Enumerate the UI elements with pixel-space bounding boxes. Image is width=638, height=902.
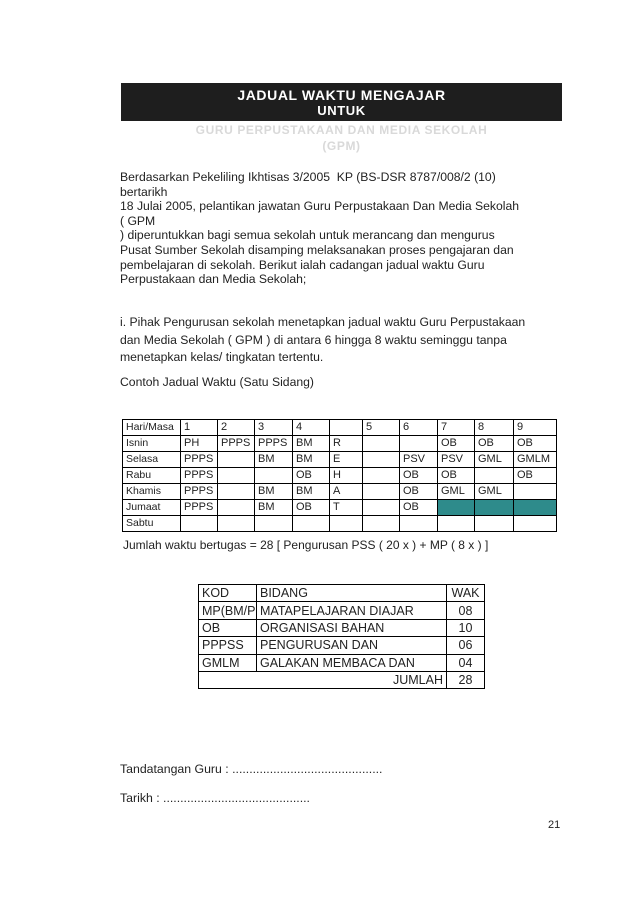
timetable-cell: 3 bbox=[255, 420, 293, 436]
timetable-cell bbox=[363, 468, 400, 484]
periods-cell: 06 bbox=[447, 637, 485, 654]
timetable-row bbox=[123, 516, 557, 532]
timetable-row bbox=[123, 484, 557, 500]
timetable-cell: OB bbox=[293, 468, 330, 484]
timetable-cell: GML bbox=[438, 484, 475, 500]
intro-paragraph: Berdasarkan Pekeliling Ikhtisas 3/2005 KP (BS-DSR 8787/008/2 (10) bertarikh 18 Julai 2005, pelantikan jawatan Guru Perpustakaan Dan Media Sekolah ( GPM ) diperuntukkan bagi semua sekolah untuk merancang dan mengurus Pusat Sumber Sekolah disamping melaksanakan proses pengajaran dan pembelajaran di sekolah. Berikut ialah cadangan jadual waktu Guru Perpustakaan dan Media Sekolah; bbox=[120, 170, 520, 287]
code-header-cell: KOD bbox=[199, 585, 257, 602]
timetable-cell: PPPS bbox=[181, 500, 218, 516]
timetable-day-cell: Hari/Masa bbox=[123, 420, 181, 436]
timetable-cell: R bbox=[330, 436, 363, 452]
timetable-cell: T bbox=[330, 500, 363, 516]
timetable-cell: 5 bbox=[363, 420, 400, 436]
timetable-cell: OB bbox=[475, 436, 514, 452]
timetable-day-cell: Isnin bbox=[123, 436, 181, 452]
timetable-cell: H bbox=[330, 468, 363, 484]
timetable-cell bbox=[181, 516, 218, 532]
timetable-cell bbox=[218, 484, 255, 500]
timetable-cell bbox=[218, 516, 255, 532]
timetable-cell: OB bbox=[293, 500, 330, 516]
total-value-cell: 28 bbox=[447, 671, 485, 688]
code-cell: OB bbox=[199, 619, 257, 636]
timetable-cell bbox=[438, 500, 475, 516]
timetable-cell bbox=[514, 516, 557, 532]
code-legend-row bbox=[199, 654, 485, 671]
timetable-cell: BM bbox=[293, 484, 330, 500]
timetable-cell bbox=[218, 452, 255, 468]
faded-title-line-1: GURU PERPUSTAKAAN DAN MEDIA SEKOLAH bbox=[195, 123, 488, 137]
timetable-day-cell: Selasa bbox=[123, 452, 181, 468]
timetable-cell bbox=[363, 516, 400, 532]
timetable-cell: A bbox=[330, 484, 363, 500]
timetable-row bbox=[123, 452, 557, 468]
timetable-day-cell: Sabtu bbox=[123, 516, 181, 532]
timetable-cell bbox=[363, 452, 400, 468]
timetable-cell bbox=[255, 468, 293, 484]
timetable-cell: OB bbox=[400, 468, 438, 484]
faded-title-line-2: (GPM) bbox=[322, 139, 361, 153]
periods-cell: 10 bbox=[447, 619, 485, 636]
timetable-cell bbox=[218, 500, 255, 516]
timetable-cell bbox=[438, 516, 475, 532]
timetable-cell: 8 bbox=[475, 420, 514, 436]
timetable-cell bbox=[400, 516, 438, 532]
timetable-day-cell: Rabu bbox=[123, 468, 181, 484]
timetable-day-cell: Jumaat bbox=[123, 500, 181, 516]
teacher-signature-line: Tandatangan Guru : ............................................ bbox=[120, 762, 383, 776]
timetable-cell bbox=[330, 516, 363, 532]
timetable-cell: BM bbox=[293, 452, 330, 468]
code-legend-header-row bbox=[199, 585, 485, 602]
timetable-cell bbox=[255, 516, 293, 532]
timetable-cell: BM bbox=[255, 500, 293, 516]
policy-paragraph: i. Pihak Pengurusan sekolah menetapkan jadual waktu Guru Perpustakaan dan Media Sekolah ( GPM ) di antara 6 hingga 8 waktu seminggu tanpa menetapkan kelas/ tingkatan tertentu. bbox=[120, 315, 526, 364]
document-subtitle: UNTUK bbox=[317, 103, 366, 118]
total-label-cell: JUMLAH bbox=[199, 671, 447, 688]
timetable-cell bbox=[514, 484, 557, 500]
field-cell: ORGANISASI BAHAN bbox=[257, 619, 447, 636]
timetable-cell: GMLM bbox=[514, 452, 557, 468]
example-heading: Contoh Jadual Waktu (Satu Sidang) bbox=[120, 375, 314, 389]
field-cell: GALAKAN MEMBACA DAN bbox=[257, 654, 447, 671]
timetable-cell: 7 bbox=[438, 420, 475, 436]
timetable-cell bbox=[363, 484, 400, 500]
timetable-cell bbox=[363, 436, 400, 452]
timetable-cell: 9 bbox=[514, 420, 557, 436]
page-number: 21 bbox=[548, 819, 561, 831]
timetable-cell bbox=[218, 468, 255, 484]
field-header-cell: BIDANG bbox=[257, 585, 447, 602]
timetable-cell: PPPS bbox=[181, 452, 218, 468]
periods-header-cell: WAK bbox=[447, 585, 485, 602]
timetable-cell: 4 bbox=[293, 420, 330, 436]
timetable-cell bbox=[363, 500, 400, 516]
periods-cell: 08 bbox=[447, 602, 485, 619]
timetable-row bbox=[123, 436, 557, 452]
code-cell: GMLM bbox=[199, 654, 257, 671]
timetable-cell: 2 bbox=[218, 420, 255, 436]
timetable-cell bbox=[293, 516, 330, 532]
timetable-cell: OB bbox=[514, 468, 557, 484]
timetable-cell: PPPS bbox=[181, 484, 218, 500]
field-cell: MATAPELAJARAN DIAJAR bbox=[257, 602, 447, 619]
timetable-cell: BM bbox=[255, 452, 293, 468]
document-title: JADUAL WAKTU MENGAJAR bbox=[237, 87, 446, 103]
timetable-cell: 6 bbox=[400, 420, 438, 436]
timetable-cell: PPPS bbox=[218, 436, 255, 452]
timetable-cell: OB bbox=[400, 484, 438, 500]
timetable-cell: PSV bbox=[438, 452, 475, 468]
timetable-cell bbox=[475, 500, 514, 516]
timetable-header-row bbox=[123, 420, 557, 436]
date-line: Tarikh : ........................................... bbox=[120, 791, 310, 805]
code-legend-total-row bbox=[199, 671, 485, 688]
timetable-cell: OB bbox=[438, 468, 475, 484]
timetable-cell bbox=[330, 420, 363, 436]
code-legend-row bbox=[199, 637, 485, 654]
code-cell: MP(BM/P bbox=[199, 602, 257, 619]
field-cell: PENGURUSAN DAN bbox=[257, 637, 447, 654]
code-legend-row bbox=[199, 619, 485, 636]
timetable-cell: BM bbox=[255, 484, 293, 500]
timetable-cell bbox=[400, 436, 438, 452]
timetable bbox=[122, 419, 557, 532]
title-banner bbox=[121, 83, 562, 121]
timetable-cell bbox=[514, 500, 557, 516]
timetable-cell: PPPS bbox=[255, 436, 293, 452]
timetable-row bbox=[123, 468, 557, 484]
timetable-row bbox=[123, 500, 557, 516]
timetable-summary: Jumlah waktu bertugas = 28 [ Pengurusan PSS ( 20 x ) + MP ( 8 x ) ] bbox=[123, 538, 489, 552]
timetable-cell: PPPS bbox=[181, 468, 218, 484]
timetable-cell: PH bbox=[181, 436, 218, 452]
timetable-cell: GML bbox=[475, 452, 514, 468]
code-cell: PPPSS bbox=[199, 637, 257, 654]
timetable-day-cell: Khamis bbox=[123, 484, 181, 500]
code-legend-row bbox=[199, 602, 485, 619]
periods-cell: 04 bbox=[447, 654, 485, 671]
timetable-cell: BM bbox=[293, 436, 330, 452]
code-legend-table bbox=[198, 584, 485, 689]
timetable-cell: 1 bbox=[181, 420, 218, 436]
timetable-cell: E bbox=[330, 452, 363, 468]
timetable-cell: OB bbox=[400, 500, 438, 516]
timetable-cell bbox=[475, 468, 514, 484]
timetable-cell: GML bbox=[475, 484, 514, 500]
timetable-cell: PSV bbox=[400, 452, 438, 468]
timetable-cell: OB bbox=[514, 436, 557, 452]
timetable-cell: OB bbox=[438, 436, 475, 452]
timetable-cell bbox=[475, 516, 514, 532]
